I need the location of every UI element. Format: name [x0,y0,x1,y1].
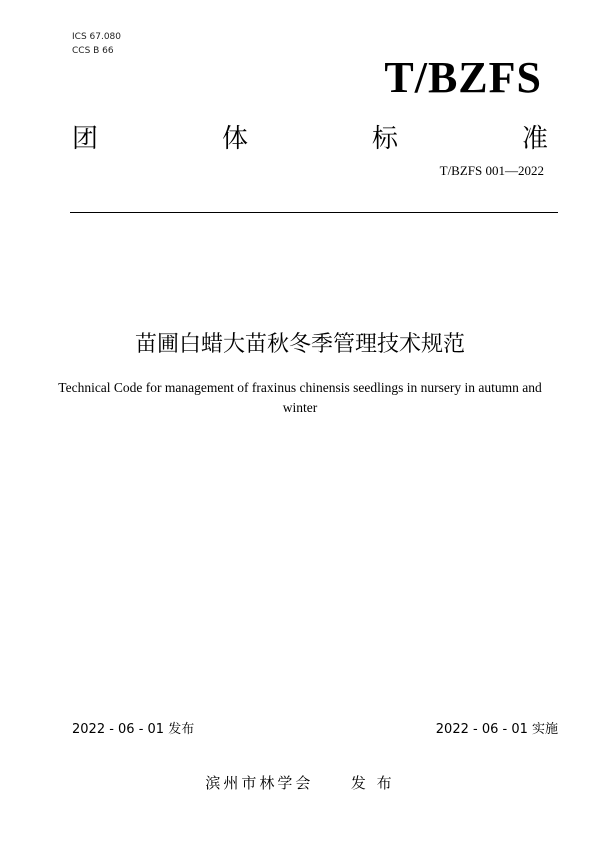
implement-date: 2022 - 06 - 01 实施 [435,722,558,737]
publisher-suffix: 发 布 [350,774,395,792]
divider [70,212,558,213]
release-date: 2022 - 06 - 01 发布 [72,722,195,737]
standard-type-char: 标 [371,124,398,154]
ccs-code: CCS B 66 [72,46,114,56]
publisher-line [0,772,600,793]
title-english: Technical Code for management of fraxinus chinensis seedlings in nursery in autumn and winter [58,380,542,415]
standard-type-char: 团 [72,124,99,154]
ics-code: ICS 67.080 [72,32,122,42]
classification-codes [72,30,121,58]
standard-type-char: 准 [521,124,548,154]
publisher: 滨州市林学会 [205,774,314,792]
standard-type [72,118,548,155]
standard-type-char: 体 [221,124,248,154]
standard-brand: T/BZFS [384,53,542,102]
standard-code: T/BZFS 001—2022 [439,163,544,178]
title-chinese: 苗圃白蜡大苗秋冬季管理技术规范 [134,332,465,357]
